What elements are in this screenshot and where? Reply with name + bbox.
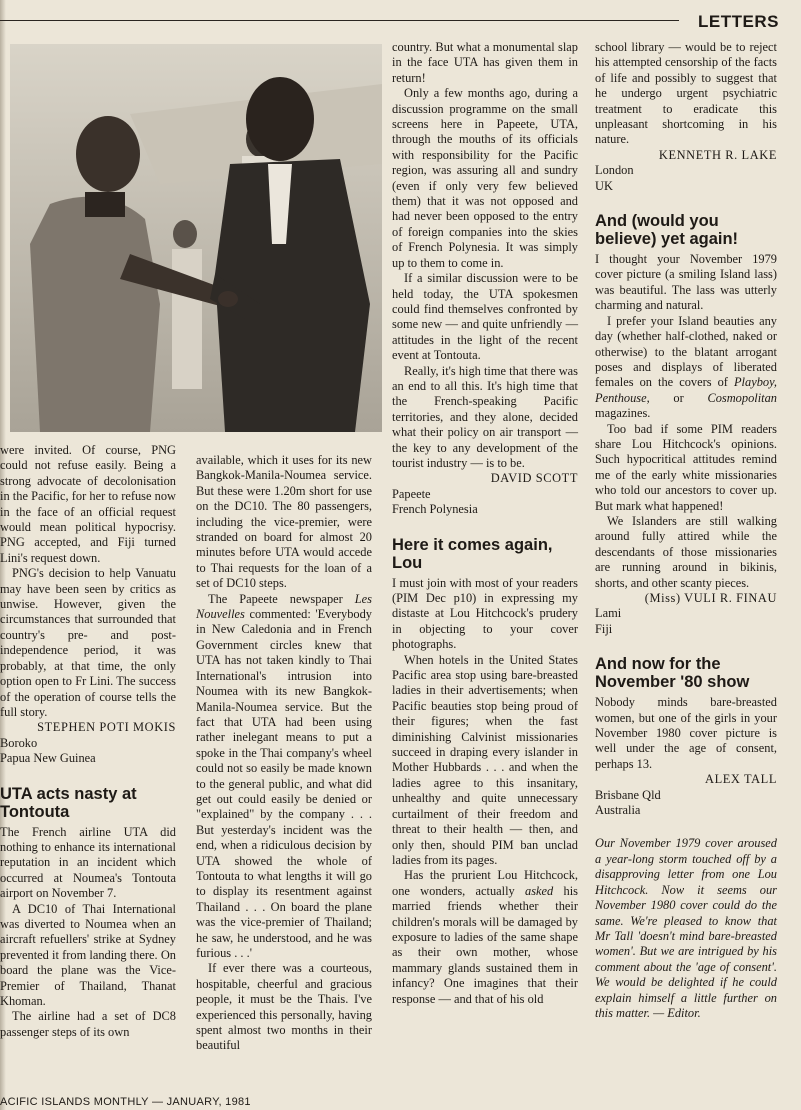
publication-name: Playboy, Penthouse, — [595, 375, 777, 405]
letter-location: Brisbane Qld — [595, 787, 661, 802]
letter-location: Lami — [595, 606, 622, 621]
letter-headline: UTA acts nasty at Tontouta — [0, 784, 137, 821]
letter-location: French Polynesia — [392, 502, 478, 517]
letter-text: PNG's decision to help Vanuatu may have been seen by critics as unwise. However, given the circumstances that surrounded that country's pre- and post-independence period, it was probably, at that time, the only option open to Fr Lini. The success of the operation of course tells the full story. — [0, 566, 176, 719]
column-3 — [392, 40, 578, 1007]
letter-text-part: magazines. — [595, 406, 651, 421]
photo-illustration — [10, 44, 382, 432]
letter-text: If a similar discussion were to be held today, the UTA spokesmen could find themselves confronted by some new — and quite unfriendly — attitudes in the light of the recent event at Tontouta. — [392, 271, 578, 363]
letter-text: The French airline UTA did nothing to enhance its international reputation in an incident which occurred at Noumea's Tontouta airport on November 7. — [0, 824, 176, 901]
letter-text-part: or — [649, 390, 708, 405]
letter-text: available, which it uses for its new Bangkok-Manila-Noumea service. But these were 1.20m short for use on the DC10. The 80 passengers, including the vice-premier, were stranded on board for almost 20 minutes before UTA would accede to Thai requests for the loan of a set of DC10 steps. — [196, 453, 372, 591]
letter-headline: And now for the November '80 show — [595, 655, 750, 692]
letter-text: country. But what a monumental slap in the face UTA has given them in return! — [392, 40, 578, 85]
letter-text: When hotels in the United States Pacific area stop using bare-breasted ladies in their advertisements; when Pacific beauties stop being proud of their figures; when the fast diminishing Calvinist missionaries succeed in draping every islander in Mother Hubbards . . . and when the ladies agree to this insanitary, unhealthy and quite unnecessary curtailment of their freedom and threat to their health — then, and only then, should PIM ban unclad ladies from its pages. — [392, 652, 578, 867]
letter-text: were invited. Of course, PNG could not refuse easily. Being a strong advocate of decolonisation in the Pacific, for her to refuse now in the face of an official request would mean political hypocrisy. PNG accepted, and Fiji turned Lini's request down. — [0, 443, 176, 565]
section-title: LETTERS — [698, 12, 779, 31]
letter-signature: (Miss) VULI R. FINAU — [644, 591, 777, 605]
letter-text: Nobody minds bare-breasted women, but one of the girls in your November 1980 cover picture is well under the age of consent, perhaps 13. — [595, 695, 777, 771]
letter-text: school library — would be to reject his attempted censorship of the facts of life and possibly to suggest that he undergo urgent psychiatric treatment to eradicate this unpleasant shortcoming in his nature. — [595, 40, 777, 147]
emphasis-word: asked — [525, 883, 554, 898]
letter-location: Papua New Guinea — [0, 751, 96, 766]
handshake-photo — [10, 44, 382, 432]
letter-signature: STEPHEN POTI MOKIS — [37, 720, 176, 735]
letter-location: Australia — [595, 803, 641, 818]
letter-text: I thought your November 1979 cover picture (a smiling Island lass) was beautiful. The lass was utterly charming and natural. — [595, 252, 777, 313]
letter-text — [196, 592, 372, 962]
letter-text — [392, 868, 578, 1007]
letter-text: We Islanders are still walking around fully attired while the descendants of those missionaries are running around in bikinis, shorts, and other scanty pieces. — [595, 513, 777, 590]
letter-headline: Here it comes again, Lou — [392, 535, 553, 572]
letter-text-part: Has the prurient Lou Hitchcock, one wonders, actually — [392, 868, 578, 898]
column-2 — [196, 453, 372, 1054]
letter-text — [595, 314, 777, 422]
letter-signature: DAVID SCOTT — [490, 471, 578, 486]
letter-text: A DC10 of Thai International was diverted to Noumea when an aircraft refuellers' strike at Sydney prevented it from landing there. On board the plane was the Vice-Premier of Thailand, Thanat Khoman. — [0, 901, 176, 1008]
letter-text: Too bad if some PIM readers share Lou Hitchcock's opinions. Such hypocritical attitudes remind me of the early white missionaries who told our ancestors to cover up. But mark what happened! — [595, 421, 777, 513]
publication-name: Cosmopolitan — [707, 390, 777, 405]
column-1 — [0, 443, 176, 1040]
letter-text: I must join with most of your readers (PIM Dec p10) in expressing my distaste at Lou Hitchcock's prudery in objecting to your cover photographs. — [392, 575, 578, 652]
letter-location: London — [595, 163, 634, 178]
letter-signature: KENNETH R. LAKE — [658, 147, 777, 162]
letter-text: The airline had a set of DC8 passenger steps of its own — [0, 1009, 176, 1039]
letter-text: Only a few months ago, during a discussion programme on the small screens here in Papeete, UTA, through the mouths of its officials with responsibility for the Pacific region, was assuring all and sundry (even if only very few believed them) that it was not opposed and had never been opposed to the entry of foreign companies into the skies of French Polynesia. It was simply up to them to come in. — [392, 86, 578, 270]
letter-text-part: The Papeete newspaper — [208, 591, 355, 606]
column-4 — [595, 40, 777, 1021]
page-footer: ACIFIC ISLANDS MONTHLY — JANUARY, 1981 — [0, 1096, 251, 1108]
letter-text-part: I prefer your Island beauties any day (whether half-clothed, naked or otherwise) to the blatant arrogant poses and displays of liberated females on the covers of — [595, 313, 777, 390]
letter-headline: And (would you believe) yet again! — [595, 212, 739, 249]
publication-name: Les Nouvelles — [196, 591, 372, 622]
editor-note: Our November 1979 cover aroused a year-long storm touched off by a disapproving letter from one Lou Hitchcock. Now it seems our November 1980 cover could do the same. We're pleased to know that Mr Tall 'doesn't mind bare-breasted women'. But we are intrigued by his comment about the 'age of consent'. We would be delighted if he could explain himself a little further on this matter. — Editor. — [595, 836, 777, 1020]
letter-signature: ALEX TALL — [705, 772, 777, 787]
letter-location: Boroko — [0, 735, 38, 750]
letter-text: If ever there was a courteous, hospitable, cheerful and gracious people, it must be the Thais. I've experienced this personally, having spent almost two months in their beautiful — [196, 961, 372, 1053]
letter-text-part: his married friends whether their children's morals will be damaged by exposure to ladies of the same shape as their own mother, whose mammary glands sustained them in infancy? One imagines that their response — and that of his old — [392, 883, 578, 1006]
letter-location: UK — [595, 178, 613, 193]
letter-text: Really, it's high time that there was an end to all this. It's high time that the French-speaking Pacific territories, and they alone, decided what their policy on air transport — the key to any development of the tourist industry — is to be. — [392, 363, 578, 470]
header-rule — [0, 20, 679, 21]
letter-location: Fiji — [595, 621, 613, 636]
letter-location: Papeete — [392, 486, 431, 501]
letter-text-part: commented: 'Everybody in New Caledonia and in French Government circles knew that UTA has not taken kindly to Thai International's intrusion into Noumea with its new Bangkok-Manila-Noumea service. But the fact that UTA had been using rather inelegant means to put a spoke in the Thai company's wheel could not so easily be made known to the general public, and what did get out could easily be denied or "explained" by the company . . . But yesterday's incident was the end, when a ridiculous decision by UTA showed the whole of Tontouta to what lengths it will go to display its resentment against Thailand . . . On board the plane was the vice-premier of Thailand; he saw, he understood, and he was furious . . .' — [196, 607, 372, 960]
